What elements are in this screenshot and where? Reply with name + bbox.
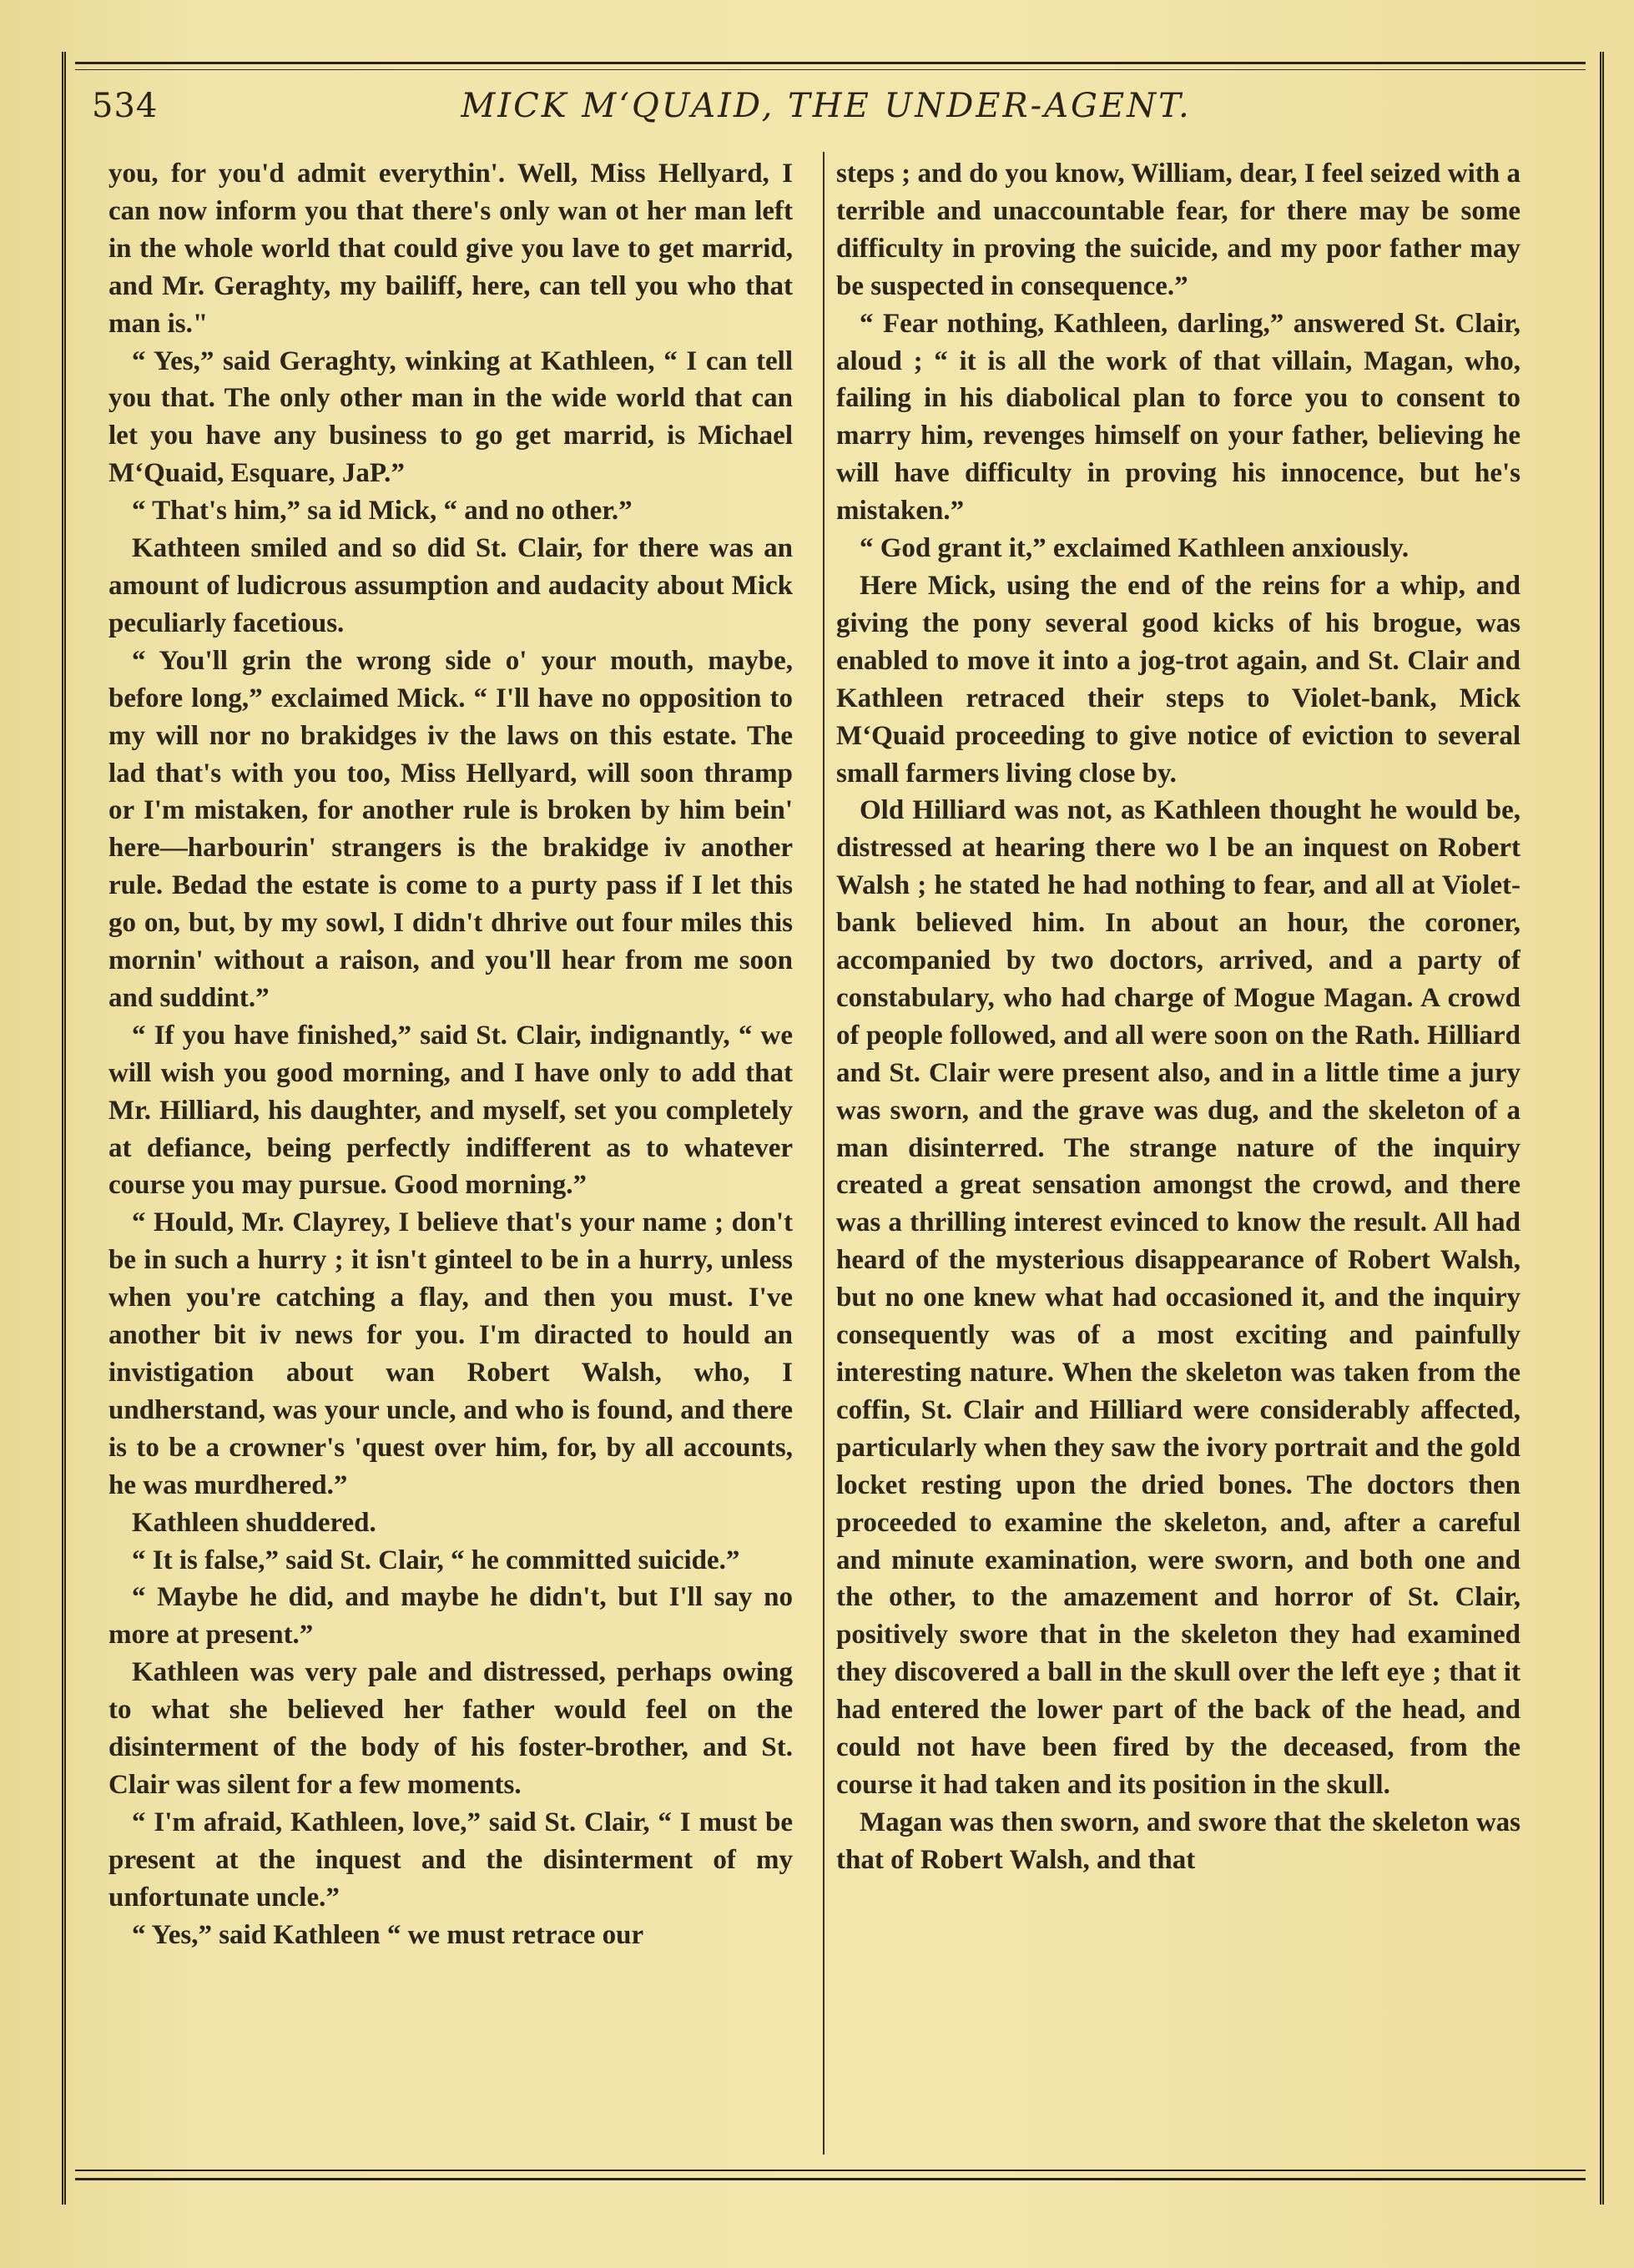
paragraph: Magan was then sworn, and swore that the skeleton was that of Robert Walsh, and that bbox=[836, 1807, 1521, 1875]
paragraph: “ You'll grin the wrong side o' your mouth, maybe, before long,” exclaimed Mick. “ I'll have no opposition to my will nor no brakidges iv the laws on this estate. The lad that's with you too, Miss Hellyard, will soon thramp or I'm mistaken, for another rule is broken by him bein' here—harbourin' strangers is the brakidge iv another rule. Bedad the estate is come to a purty pass if I let this go on, but, by my sowl, I didn't dhrive out four miles this mornin' without a raison, and you'll hear from me soon and suddint.” bbox=[108, 645, 793, 1013]
paragraph: you, for you'd admit everythin'. Well, Miss Hellyard, I can now inform you that there's only wan ot her man left in the whole world that could give you lave to get marrid, and Mr. Geraghty, my bailiff, here, can tell you who that man is." bbox=[108, 159, 793, 339]
running-title: MICK M‘QUAID, THE UNDER-AGENT. bbox=[461, 87, 1192, 125]
paragraph: “ That's him,” sa id Mick, “ and no other.” bbox=[132, 496, 633, 527]
paragraph: “ Yes,” said Kathleen “ we must retrace our bbox=[132, 1919, 644, 1950]
paragraph: steps ; and do you know, William, dear, I feel seized with a terrible and unaccountable fear, for there may be some difficulty in proving the suicide, and my poor father may be suspected in consequence.” bbox=[836, 159, 1521, 301]
top-rule bbox=[75, 62, 1586, 70]
column-divider bbox=[823, 152, 825, 2155]
paragraph: Kathleen shuddered. bbox=[132, 1507, 376, 1538]
paragraph: Here Mick, using the end of the reins for a whip, and giving the pony several good kicks of his brogue, was enabled to move it into a jog-trot again, and St. Clair and Kathleen retraced their steps to Violet-bank, Mick M‘Quaid proceeding to give notice of eviction to several small farmers living close by. bbox=[836, 570, 1521, 789]
paragraph: “ Fear nothing, Kathleen, darling,” answered St. Clair, aloud ; “ it is all the work of that villain, Magan, who, failing in his diabolical plan to force you to consent to marry him, revenges himself on your father, believing he will have difficulty in proving his innocence, but he's mistaken.” bbox=[836, 308, 1521, 527]
paragraph: “ It is false,” said St. Clair, “ he committed suicide.” bbox=[132, 1545, 740, 1575]
paragraph: “ Maybe he did, and maybe he didn't, but I'll say no more at present.” bbox=[108, 1582, 793, 1651]
paragraph: “ Yes,” said Geraghty, winking at Kathleen, “ I can tell you that. The only other man in the wide world that can let you have any business to go get marrid, is Michael M‘Quaid, Esquare, JaP.” bbox=[108, 345, 793, 489]
page-number: 534 bbox=[92, 87, 159, 125]
paragraph: Kathteen smiled and so did St. Clair, for there was an amount of ludicrous assumption and audacity about Mick peculiarly facetious. bbox=[108, 533, 793, 638]
paragraph: “ If you have finished,” said St. Clair, indignantly, “ we will wish you good morning, and I have only to add that Mr. Hilliard, his daughter, and myself, set you completely at defiance, being perfectly indifferent as to whatever course you may pursue. Good morning.” bbox=[108, 1020, 793, 1201]
right-column bbox=[836, 155, 1521, 2133]
paragraph: “ Hould, Mr. Clayrey, I believe that's your name ; don't be in such a hurry ; it isn't ginteel to be in a hurry, unless when you're catching a flay, and then you must. I've another bit iv news for you. I'm diracted to hould an invistigation about wan Robert Walsh, who, I undherstand, was your uncle, and who is found, and there is to be a crowner's 'quest over him, for, by all accounts, he was murdhered.” bbox=[108, 1207, 793, 1500]
paragraph: “ God grant it,” exclaimed Kathleen anxiously. bbox=[860, 533, 1410, 564]
paragraph: Old Hilliard was not, as Kathleen thought he would be, distressed at hearing there wo l be an inquest on Robert Walsh ; he stated he had nothing to fear, and all at Violet-bank believed him. In about an hour, the coroner, accompanied by two doctors, arrived, and a party of constabulary, who had charge of Mogue Magan. A crowd of people followed, and all were soon on the Rath. Hilliard and St. Clair were present also, and in a little time a jury was sworn, and the grave was dug, and the skeleton of a man disinterred. The strange nature of the inquiry created a great sensation amongst the crowd, and there was a thrilling interest evinced to know the result. All had heard of the mysterious disappearance of Robert Walsh, but no one knew what had occasioned it, and the inquiry consequently was of a most exciting and painfully interesting nature. When the skeleton was taken from the coffin, St. Clair and Hilliard were considerably affected, particularly when they saw the ivory portrait and the gold locket resting upon the dried bones. The doctors then proceeded to examine the skeleton, and, after a careful and minute examination, were sworn, and both one and the other, to the amazement and horror of St. Clair, positively swore that in the skeleton they had examined they discovered a ball in the skull over the left eye ; that it had entered the lower part of the back of the head, and could not have been fired by the deceased, from the course it had taken and its position in the skull. bbox=[836, 795, 1521, 1800]
page-header bbox=[92, 83, 1561, 134]
paragraph: Kathleen was very pale and distressed, perhaps owing to what she believed her father would feel on the disinterment of the body of his foster-brother, and St. Clair was silent for a few moments. bbox=[108, 1657, 793, 1800]
paragraph: “ I'm afraid, Kathleen, love,” said St. Clair, “ I must be present at the inquest and the disinterment of my unfortunate uncle.” bbox=[108, 1807, 793, 1913]
left-column bbox=[108, 155, 793, 2133]
bottom-rule bbox=[75, 2170, 1586, 2180]
